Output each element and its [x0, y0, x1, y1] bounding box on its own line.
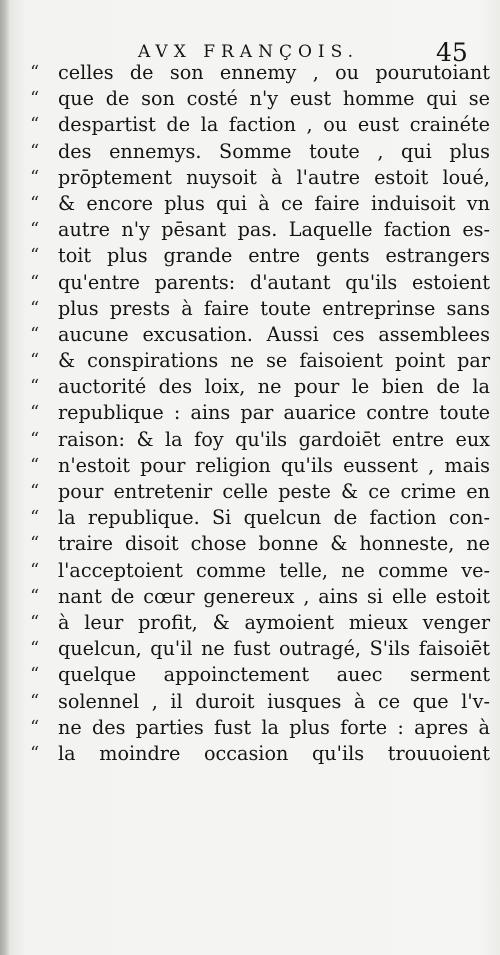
line-text: toit plus grande entre gents estrangers [58, 244, 490, 268]
text-line [24, 531, 490, 557]
marginal-quotation-mark: “ [30, 428, 40, 450]
marginal-quotation-mark: “ [30, 742, 40, 764]
text-line [24, 689, 490, 715]
line-text: à leur profit, & aymoient mieux venger [58, 610, 490, 634]
text-line [24, 348, 490, 374]
marginal-quotation-mark: “ [30, 376, 40, 398]
line-text: qu'entre parents: d'autant qu'ils estoient [58, 270, 490, 294]
text-line [24, 427, 490, 453]
line-text: quelque appoinctement auec serment [58, 663, 490, 687]
text-line [24, 374, 490, 400]
line-text: plus prests à faire toute entreprinse sans [58, 296, 490, 320]
marginal-quotation-mark: “ [30, 192, 40, 214]
marginal-quotation-mark: “ [30, 611, 40, 633]
text-line [24, 400, 490, 426]
marginal-quotation-mark: “ [30, 507, 40, 529]
text-line [24, 505, 490, 531]
marginal-quotation-mark: “ [30, 638, 40, 660]
marginal-quotation-mark: “ [30, 62, 40, 83]
line-text: l'acceptoient comme telle, ne comme ve- [58, 558, 490, 582]
line-text: & conspirations ne se faisoient point par [58, 349, 490, 373]
text-line [24, 243, 490, 269]
marginal-quotation-mark: “ [30, 297, 40, 319]
text-line [24, 270, 490, 296]
line-text: solennel , il duroit iusques à ce que l'v- [58, 689, 490, 713]
line-text: despartist de la faction , ou eust crainéte [58, 113, 490, 137]
text-line [24, 662, 490, 688]
marginal-quotation-mark: “ [30, 690, 40, 712]
marginal-quotation-mark: “ [30, 245, 40, 267]
line-text: pour entretenir celle peste & ce crime en [58, 480, 490, 503]
text-line [24, 217, 490, 243]
line-text: des ennemys. Somme toute , qui plus [58, 139, 490, 163]
marginal-quotation-mark: “ [30, 140, 40, 162]
marginal-quotation-mark: “ [30, 533, 40, 555]
line-text: que de son costé n'y eust homme qui se [58, 87, 490, 111]
gutter-shadow [0, 0, 10, 955]
text-line [24, 191, 490, 217]
line-text: celles de son ennemy , ou pourutoiant [58, 61, 490, 84]
text-line [24, 86, 490, 112]
line-text: & encore plus qui à ce faire induisoit vn [58, 191, 490, 215]
marginal-quotation-mark: “ [30, 454, 40, 476]
marginal-quotation-mark: “ [30, 88, 40, 110]
text-line [24, 636, 490, 662]
marginal-quotation-mark: “ [30, 585, 40, 607]
line-text: raison: & la foy qu'ils gardoiēt entre eux [58, 427, 490, 451]
text-line [24, 715, 490, 741]
text-line [24, 139, 490, 165]
marginal-quotation-mark: “ [30, 664, 40, 686]
marginal-quotation-mark: “ [30, 716, 40, 738]
line-text: quelcun, qu'il ne fust outragé, S'ils faisoiēt [58, 637, 490, 661]
marginal-quotation-mark: “ [30, 402, 40, 424]
page-number: 45 [436, 38, 468, 67]
marginal-quotation-mark: “ [30, 350, 40, 372]
line-text: traire disoit chose bonne & honneste, ne [58, 532, 490, 556]
line-text: n'estoit pour religion qu'ils eussent , mais [58, 453, 490, 477]
line-text: autre n'y pēsant pas. Laquelle faction es- [58, 218, 490, 242]
text-line [24, 558, 490, 584]
text-line [24, 610, 490, 636]
marginal-quotation-mark: “ [30, 481, 40, 502]
line-text: prōptement nuysoit à l'autre estoit loué, [58, 165, 490, 189]
line-text: la moindre occasion qu'ils trouuoient [58, 741, 490, 765]
running-head-title: AVX FRANÇOIS. [138, 42, 360, 62]
marginal-quotation-mark: “ [30, 166, 40, 188]
line-text: ne des parties fust la plus forte : apres à [58, 715, 490, 739]
marginal-quotation-mark: “ [30, 559, 40, 581]
text-line [24, 296, 490, 322]
marginal-quotation-mark: “ [30, 271, 40, 293]
text-line [24, 741, 490, 767]
text-line [24, 60, 490, 86]
marginal-quotation-mark: “ [30, 219, 40, 241]
marginal-quotation-mark: “ [30, 114, 40, 136]
text-line [24, 165, 490, 191]
line-text: la republique. Si quelcun de faction con- [58, 506, 490, 530]
text-line [24, 479, 490, 505]
marginal-quotation-mark: “ [30, 323, 40, 345]
line-text: republique : ains par auarice contre toute [58, 401, 490, 425]
text-line [24, 322, 490, 348]
line-text: aucune excusation. Aussi ces assemblees [58, 322, 490, 346]
text-line [24, 453, 490, 479]
text-line [24, 584, 490, 610]
text-line [24, 112, 490, 138]
line-text: nant de cœur genereux , ains si elle estoit [58, 584, 490, 608]
line-text: auctorité des loix, ne pour le bien de la [58, 375, 490, 399]
body-text [24, 60, 490, 767]
